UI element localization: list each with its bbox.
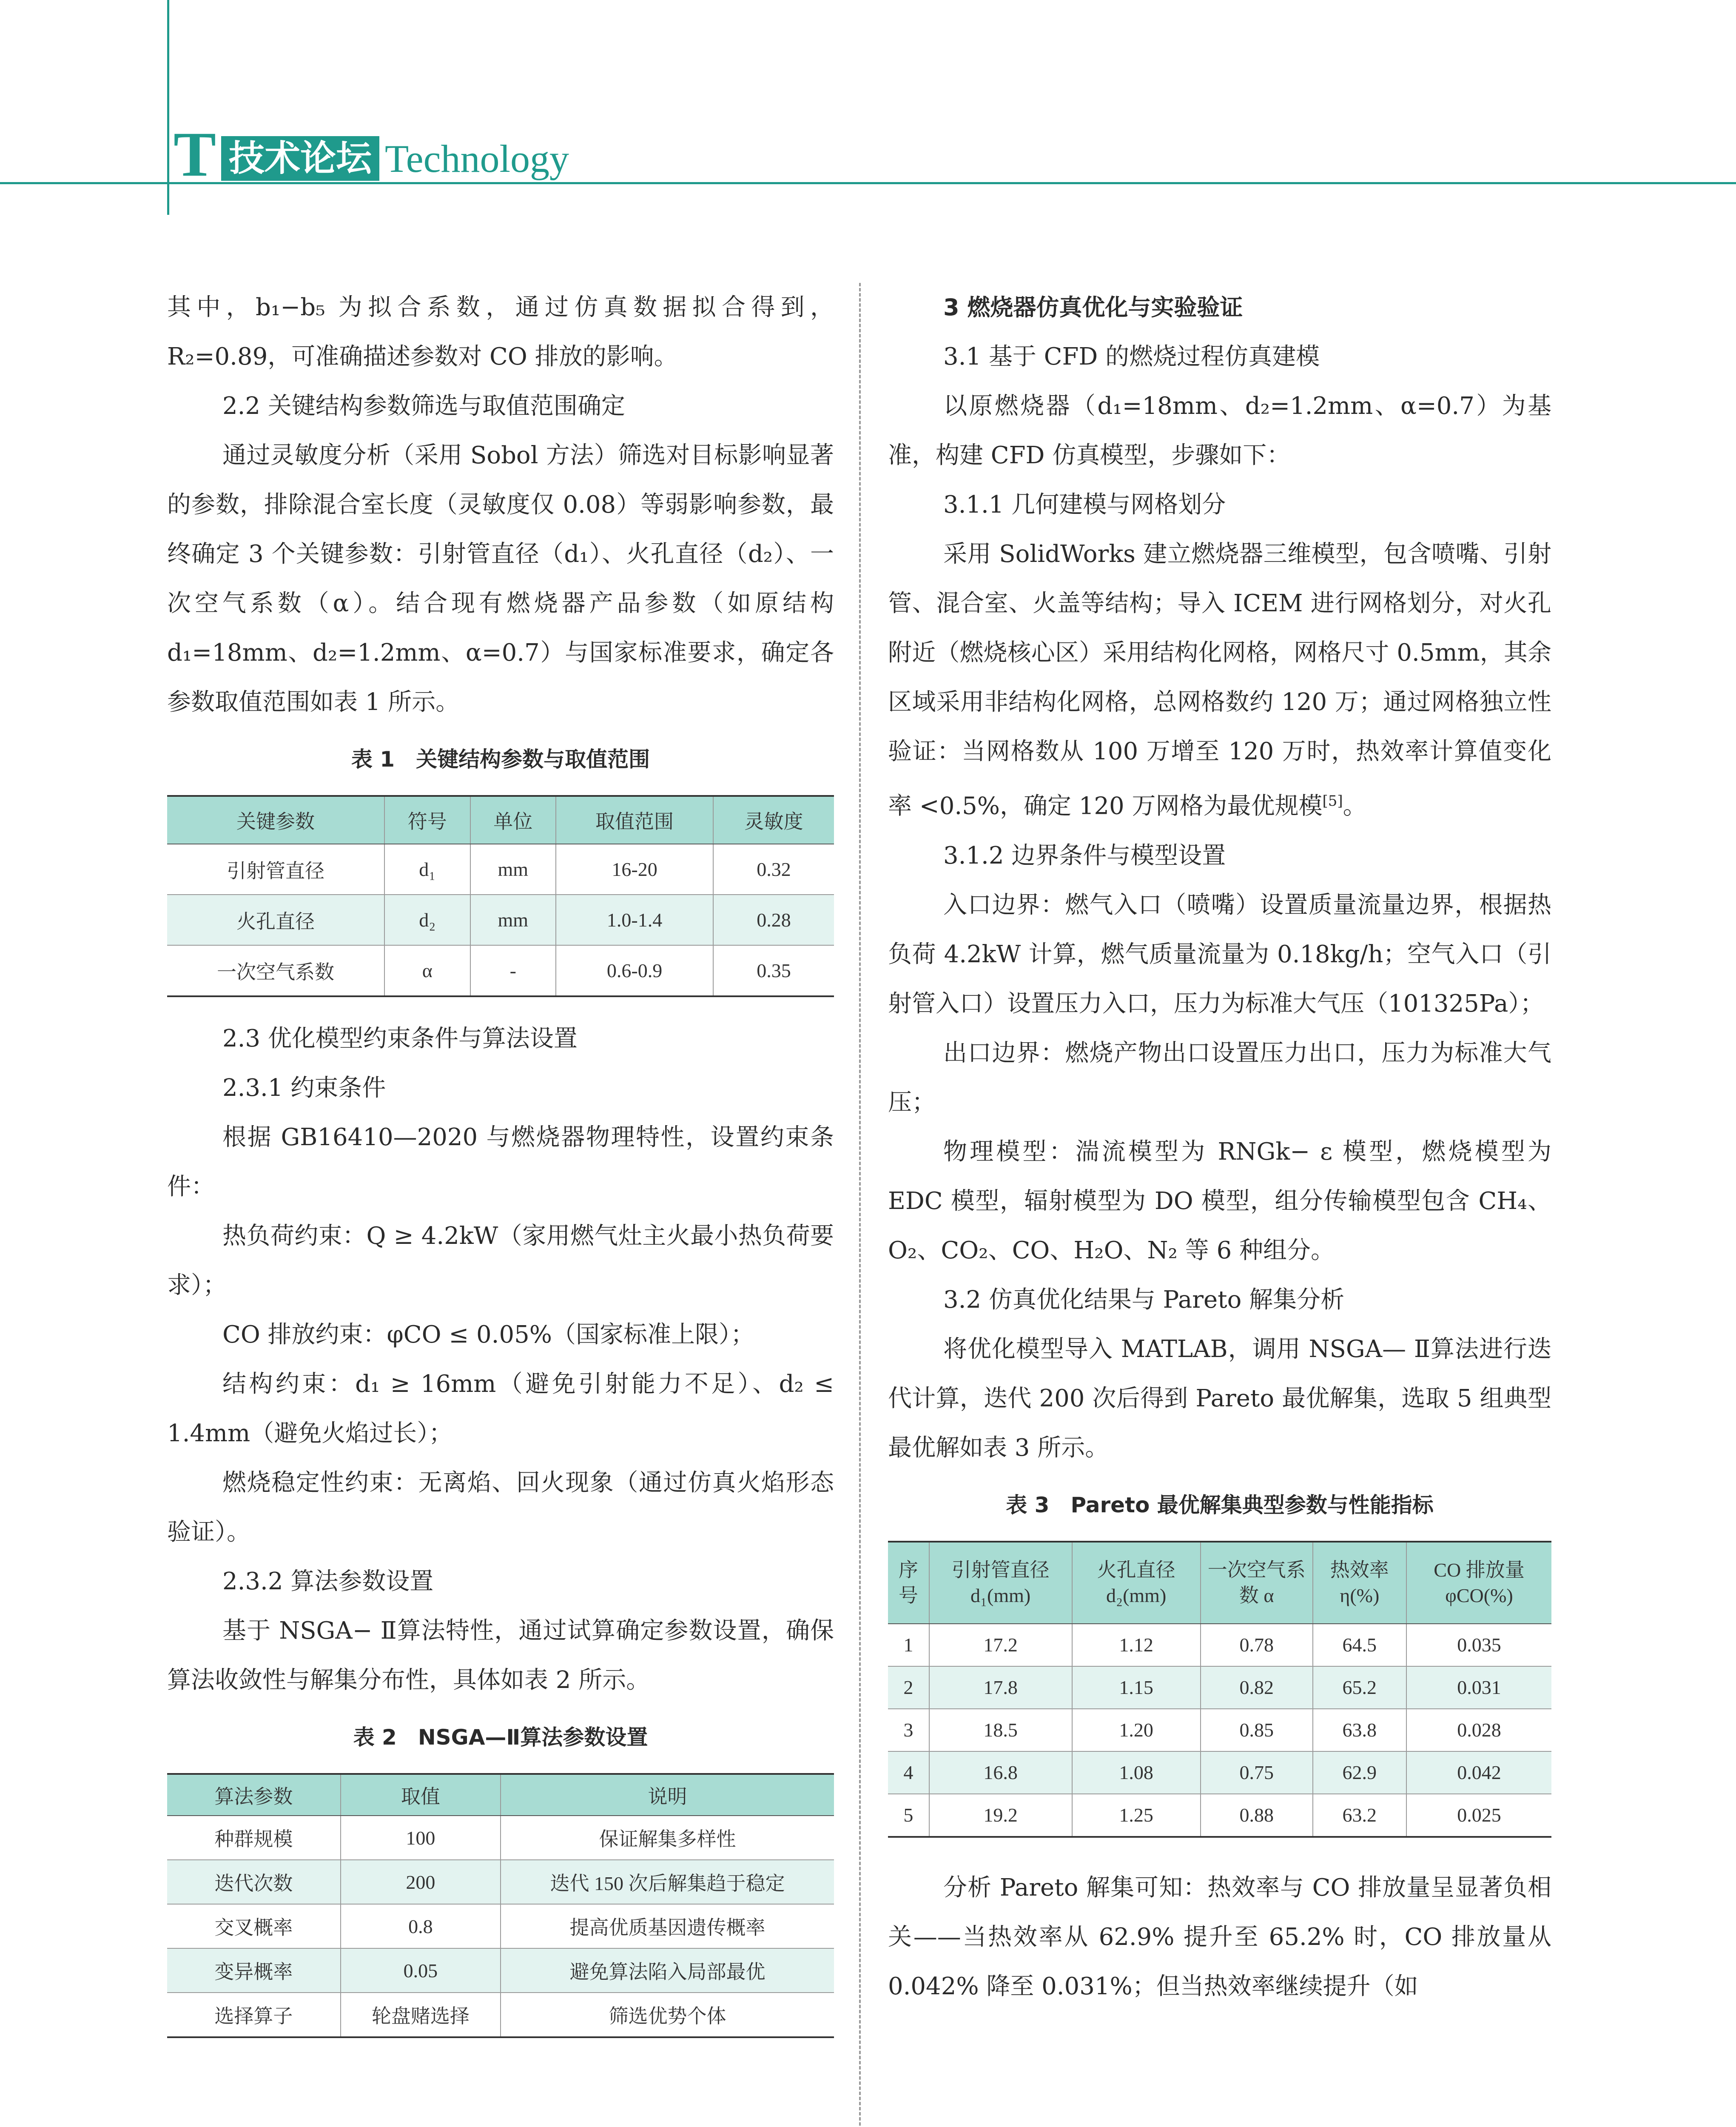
table-row [888,1624,1551,1666]
table-row [167,1860,834,1904]
table-cell: 0.32 [713,844,834,895]
table-row [167,895,834,945]
table-row [167,1993,834,2037]
paragraph: 根据 GB16410—2020 与燃烧器物理特性，设置约束条件： [167,1123,834,1200]
table-cell: 火孔直径 [167,895,384,945]
citation-ref: [5] [1322,793,1343,810]
section-heading: 3.1.1 几何建模与网格划分 [943,491,1226,519]
section-heading: 2.2 关键结构参数筛选与取值范围确定 [222,392,625,420]
table-header-cell: 取值 [341,1774,501,1816]
table-row [167,1948,834,1993]
table-row [167,945,834,996]
right-column [888,283,1551,2011]
table-cell: 0.042 [1406,1751,1551,1794]
table-1-caption: 表 1 关键结构参数与取值范围 [351,747,650,772]
paragraph-text: 采用 SolidWorks 建立燃烧器三维模型，包含喷嘴、引射管、混合室、火盖等结构；导入 ICEM 进行网格划分，对火孔附近（燃烧核心区）采用结构化网格，网格尺寸 0.5mm，其余区域采用非结构化网格，总网格数约 120 万；通过网格独立性验证：当网格数从 100 万增至 120 万时，热效率计算值变化率 <0.5%，确定 120 万网格为最优规模 [888,540,1551,820]
table-cell: 种群规模 [167,1816,341,1860]
section-title-en: Technology [385,137,569,180]
table-row [167,844,834,895]
table-cell: 选择算子 [167,1993,341,2037]
paragraph: 以原燃烧器（d₁=18mm、d₂=1.2mm、α=0.7）为基准，构建 CFD 仿真模型，步骤如下： [888,392,1551,469]
table-row [167,1816,834,1860]
table-header-cell: 符号 [384,796,470,844]
table-cell: 0.6-0.9 [556,945,713,996]
table-cell: 0.031 [1406,1666,1551,1709]
table-cell: 0.8 [341,1904,501,1948]
table-cell: - [470,945,556,996]
section-heading-main: 3 燃烧器仿真优化与实验验证 [943,294,1243,321]
table-cell: 63.8 [1313,1709,1406,1751]
paragraph: 出口边界：燃烧产物出口设置压力出口，压力为标准大气压； [888,1039,1551,1116]
table-cell: 迭代 150 次后解集趋于稳定 [501,1860,834,1904]
table-row [167,1904,834,1948]
table-cell: 1.15 [1072,1666,1201,1709]
table-cell: 62.9 [1313,1751,1406,1794]
table-cell: 0.28 [713,895,834,945]
table-cell: 0.82 [1201,1666,1313,1709]
table-cell: 3 [888,1709,929,1751]
table-header-cell: 热效率 η(%) [1313,1542,1406,1624]
left-column [167,283,834,2038]
section-heading: 3.1.2 边界条件与模型设置 [943,841,1226,870]
table-cell: 17.2 [929,1624,1072,1666]
table-cell: 1.0-1.4 [556,895,713,945]
paragraph: 通过灵敏度分析（采用 Sobol 方法）筛选对目标影响显著的参数，排除混合室长度（灵敏度仅 0.08）等弱影响参数，最终确定 3 个关键参数：引射管直径（d₁）、火孔直径（d₂）、一次空气系数（α）。结合现有燃烧器产品参数（如原结构 d₁=18mm、d₂=1.2mm、α=0.7）与国家标准要求，确定各参数取值范围如表 1 所示。 [167,442,834,716]
paragraph: CO 排放约束：φCO ≤ 0.05%（国家标准上限）； [222,1321,754,1349]
paragraph: 入口边界：燃气入口（喷嘴）设置质量流量边界，根据热负荷 4.2kW 计算，燃气质量流量为 0.18kg/h；空气入口（引射管入口）设置压力入口，压力为标准大气压（101325Pa）； [888,891,1551,1018]
paragraph: 其中，b₁−b₅ 为拟合系数，通过仿真数据拟合得到，R₂=0.89，可准确描述参数对 CO 排放的影响。 [167,294,834,371]
table-cell: 轮盘赌选择 [341,1993,501,2037]
table-cell: 避免算法陷入局部最优 [501,1948,834,1993]
table-header-cell: 关键参数 [167,796,384,844]
table-header-cell: 火孔直径 d₂(mm) [1072,1542,1201,1624]
table-cell: 筛选优势个体 [501,1993,834,2037]
table-header-cell: 序号 [888,1542,929,1624]
table-cell: 4 [888,1751,929,1794]
table-cell: 0.028 [1406,1709,1551,1751]
table-cell: 100 [341,1816,501,1860]
table-cell: 1.25 [1072,1794,1201,1837]
table-row [888,1751,1551,1794]
table-3 [888,1541,1551,1838]
table-cell: 2 [888,1666,929,1709]
paragraph: 基于 NSGA− Ⅱ算法特性，通过试算确定参数设置，确保算法收敛性与解集分布性，具体如表 2 所示。 [167,1617,834,1694]
table-2-caption: 表 2 NSGA—Ⅱ算法参数设置 [353,1725,648,1750]
section-heading: 3.2 仿真优化结果与 Pareto 解集分析 [943,1286,1345,1314]
table-cell: 1.08 [1072,1751,1201,1794]
table-cell: 1 [888,1624,929,1666]
table-header-cell: 算法参数 [167,1774,341,1816]
table-cell: 5 [888,1794,929,1837]
table-header-cell: 说明 [501,1774,834,1816]
paragraph: 燃烧稳定性约束：无离焰、回火现象（通过仿真火焰形态验证）。 [167,1469,834,1546]
table-cell: 交叉概率 [167,1904,341,1948]
table-header-cell: 取值范围 [556,796,713,844]
paragraph: 热负荷约束：Q ≥ 4.2kW（家用燃气灶主火最小热负荷要求）； [167,1222,834,1299]
section-title-cn: 技术论坛 [221,136,379,181]
table-cell: 变异概率 [167,1948,341,1993]
table-row [888,1666,1551,1709]
table-cell: 63.2 [1313,1794,1406,1837]
table-header-cell: 引射管直径 d₁(mm) [929,1542,1072,1624]
table-header-cell: 单位 [470,796,556,844]
table-cell: 0.85 [1201,1709,1313,1751]
table-row [888,1709,1551,1751]
table-cell: 16.8 [929,1751,1072,1794]
table-cell: 64.5 [1313,1624,1406,1666]
table-cell: 0.78 [1201,1624,1313,1666]
section-heading: 2.3 优化模型约束条件与算法设置 [222,1025,578,1052]
paragraph-text-end: 。 [1343,792,1367,820]
paragraph: 将优化模型导入 MATLAB，调用 NSGA— Ⅱ算法进行迭代计算，迭代 200 次后得到 Pareto 最优解集，选取 5 组典型最优解如表 3 所示。 [888,1335,1551,1462]
table-cell: 17.8 [929,1666,1072,1709]
table-3-caption: 表 3 Pareto 最优解集典型参数与性能指标 [1006,1492,1434,1517]
table-cell: α [384,945,470,996]
table-header-cell: CO 排放量 φCO(%) [1406,1542,1551,1624]
table-cell: d₁ [384,844,470,895]
table-cell: 1.20 [1072,1709,1201,1751]
table-cell: mm [470,844,556,895]
table-cell: 16-20 [556,844,713,895]
table-cell: 1.12 [1072,1624,1201,1666]
table-cell: 65.2 [1313,1666,1406,1709]
table-cell: 引射管直径 [167,844,384,895]
table-cell: 0.05 [341,1948,501,1993]
table-2 [167,1773,834,2038]
section-heading: 2.3.2 算法参数设置 [222,1568,434,1595]
table-cell: 一次空气系数 [167,945,384,996]
table-cell: 迭代次数 [167,1860,341,1904]
table-cell: 19.2 [929,1794,1072,1837]
table-cell: 200 [341,1860,501,1904]
paragraph: 结构约束：d₁ ≥ 16mm（避免引射能力不足）、d₂ ≤ 1.4mm（避免火焰过长）； [167,1370,834,1447]
paragraph: 物理模型：湍流模型为 RNGk− ε 模型，燃烧模型为 EDC 模型，辐射模型为 DO 模型，组分传输模型包含 CH₄、O₂、CO₂、CO、H₂O、N₂ 等 6 种组分。 [888,1138,1551,1264]
table-1 [167,795,834,997]
table-cell: mm [470,895,556,945]
table-cell: d₂ [384,895,470,945]
table-cell: 0.88 [1201,1794,1313,1837]
paragraph: 分析 Pareto 解集可知：热效率与 CO 排放量呈显著负相关——当热效率从 62.9% 提升至 65.2% 时，CO 排放量从 0.042% 降至 0.031%；但当热效率继续提升（如 [888,1873,1551,2000]
column-divider [859,283,861,2127]
table-cell: 0.75 [1201,1751,1313,1794]
section-heading: 2.3.1 约束条件 [222,1074,386,1102]
section-logo-letter: T [174,119,216,190]
table-cell: 提高优质基因遗传概率 [501,1904,834,1948]
table-header-cell: 一次空气系数 α [1201,1542,1313,1624]
table-row [888,1794,1551,1837]
paragraph [888,530,1551,831]
table-cell: 0.035 [1406,1624,1551,1666]
section-heading: 3.1 基于 CFD 的燃烧过程仿真建模 [943,343,1320,371]
table-cell: 0.35 [713,945,834,996]
table-cell: 0.025 [1406,1794,1551,1837]
header-horizontal-rule [0,182,1736,184]
table-cell: 保证解集多样性 [501,1816,834,1860]
table-header-cell: 灵敏度 [713,796,834,844]
table-cell: 18.5 [929,1709,1072,1751]
